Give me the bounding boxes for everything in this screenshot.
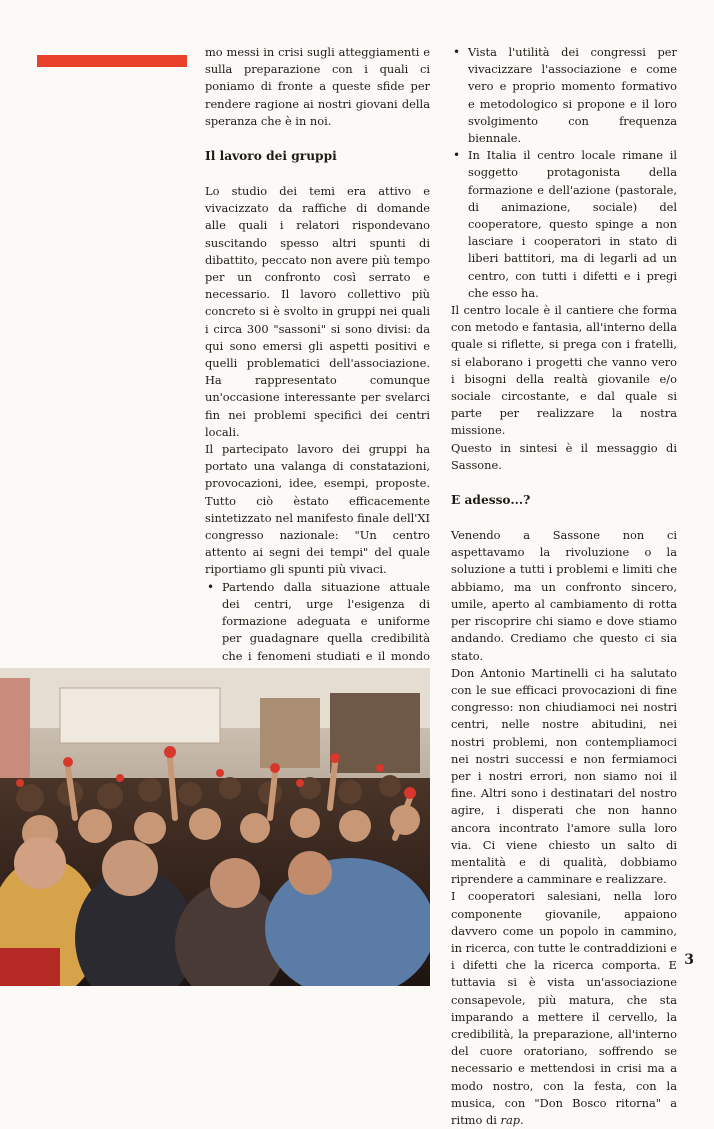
italic-word: rap.	[500, 1112, 524, 1127]
section-heading-adesso: E adesso...?	[451, 493, 531, 508]
bullet-item: • Vista l'utilità dei congressi per vivacizzare l'associazione e come vero e proprio momento formativo e metodologico si propone e il loro svolgimento con frequenza biennale.	[451, 44, 677, 147]
section-heading-gruppi: Il lavoro dei gruppi	[205, 149, 337, 164]
bullet-item: • In Italia il centro locale rimane il soggetto protagonista della formazione e dell'azione (pastorale, di animazione, sociale) del cooperatore, questo spinge a non lasciare i cooperatori in stato di liberi battitori, ma di legarli ad un centro, con tutti i difetti e i pregi che esso ha.	[451, 147, 677, 302]
crowd-photo	[0, 668, 430, 986]
intro-paragraph: mo messi in crisi sugli atteggiamenti e sulla preparazione con i quali ci poniamo di fronte a queste sfide per rendere ragione ai nostri giovani della speranza che è in noi.	[205, 45, 430, 128]
accent-bar	[37, 55, 187, 67]
paragraph: Il partecipato lavoro dei gruppi ha portato una valanga di constatazioni, provocazioni, idee, esempi, proposte. Tutto ciò èstato efficacemente sintetizzato nel manifesto finale dell'XI congresso nazionale: "Un centro attento ai segni dei tempi" del quale riportiamo gli spunti più vivaci.	[205, 442, 430, 577]
paragraph	[451, 888, 677, 1129]
paragraph-text: I cooperatori salesiani, nella loro componente giovanile, appaiono davvero come un popolo in cammino, in ricerca, con tutte le contraddizioni e i difetti che la ricerca comporta. E tuttavia si è vista un'associazione consapevole, più matura, che sta imparando a mettere il cervello, la credibilità, la preparazione, all'interno del cuore oratoriano, soffrendo se necessario e mettendosi in crisi ma a modo nostro, con la festa, con la musica, con "Don Bosco ritorna" a ritmo di	[451, 889, 677, 1127]
paragraph: Lo studio dei temi era attivo e vivacizzato da raffiche di domande alle quali i relatori rispondevano suscitando spesso altri spunti di dibattito, peccato non avere più tempo per un confronto così serrato e necessario. Il lavoro collettivo più concreto si è svolto in gruppi nei quali i circa 300 "sassoni" si sono divisi: da qui sono emersi gli aspetti positivi e quelli problematici dell'associazione. Ha rappresentato comunque un'occasione interessante per svelarci fin nei problemi specifici dei centri locali.	[205, 184, 430, 439]
paragraph: Il centro locale è il cantiere che forma con metodo e fantasia, all'interno della quale si riflette, si prega con i fratelli, si elaborano i progetti che vanno vero i bisogni della realtà giovanile e/o sociale circostante, e dal quale si parte per realizzare la nostra missione.	[451, 303, 677, 438]
column-right	[451, 44, 677, 1129]
paragraph: Don Antonio Martinelli ci ha salutato con le sue efficaci provocazioni di fine congresso: non chiudiamoci nei nostri centri, nelle nostre abitudini, nei nostri problemi, non contempliamoci nei nostri successi e non fermiamoci per i nostri errori, non siamo noi il fine. Altri sono i destinatari del nostro agire, i disperati che non hanno ancora incontrato l'amore sulla loro via. Ci viene chiesto un salto di mentalità e di qualità, dobbiamo riprendere a camminare e realizzare.	[451, 665, 677, 887]
bullet-item: • Partendo dalla situazione attuale dei centri, urge l'esigenza di formazione adeguata e uniforme per guadagnare quella credibilità che i fenomeni studiati e il mondo	[205, 579, 430, 768]
paragraph: Questo in sintesi è il messaggio di Sassone.	[451, 440, 677, 472]
paragraph: Venendo a Sassone non ci aspettavamo la rivoluzione o la soluzione a tutti i problemi e limiti che abbiamo, ma un confronto sincero, umile, aperto al cambiamento di rotta per riscoprire chi siamo e dove stiamo andando. Crediamo che questo ci sia stato.	[451, 528, 677, 663]
crowd-photo-illustration	[0, 668, 430, 986]
column-left	[205, 44, 430, 768]
page-number: 3	[684, 952, 694, 968]
bullet-list	[451, 44, 677, 302]
